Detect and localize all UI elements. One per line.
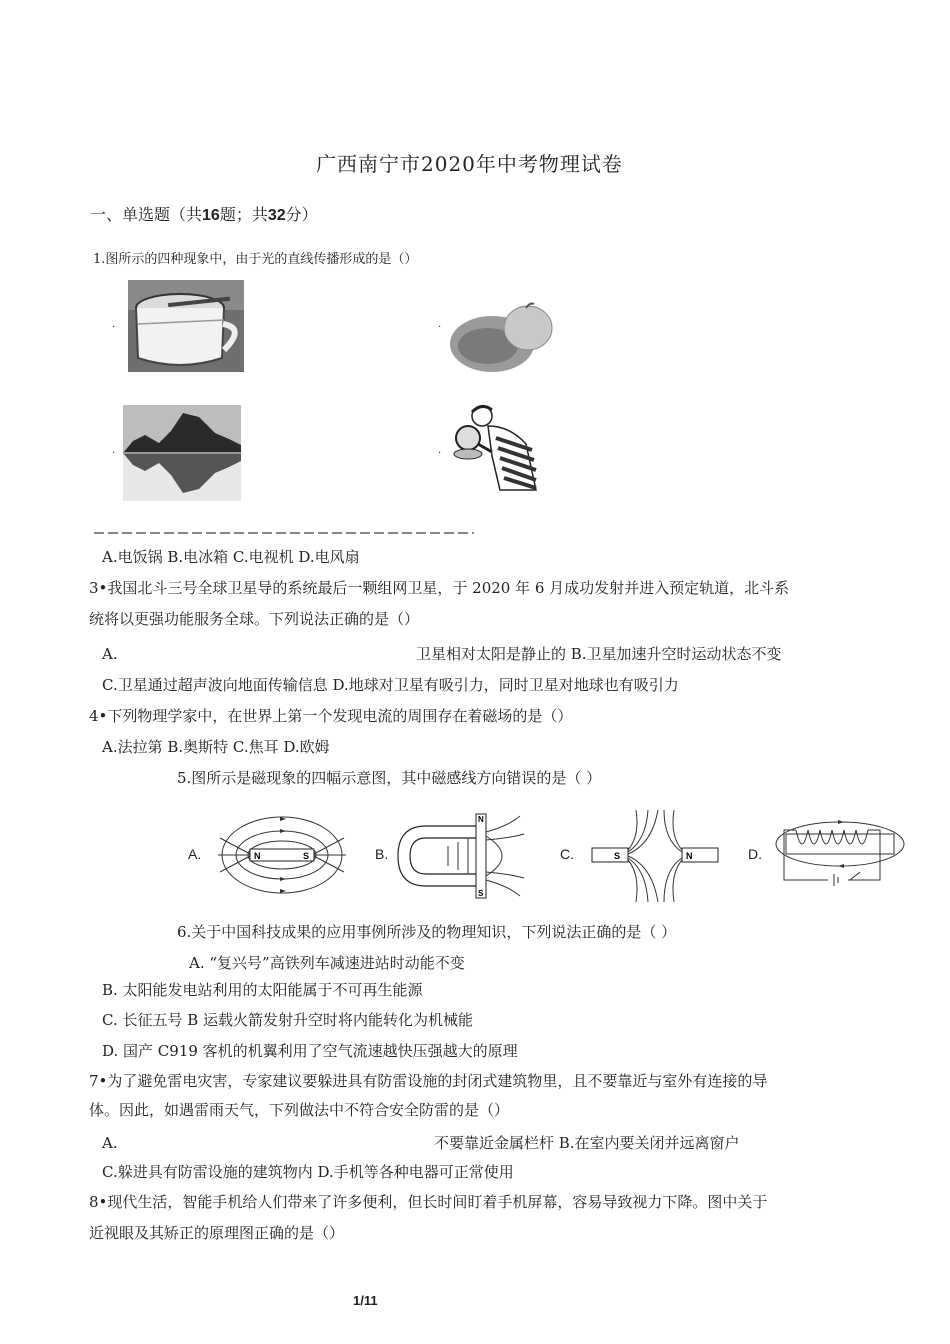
q1-bullet-b: · xyxy=(438,322,442,333)
rock-reflection-image xyxy=(123,405,241,501)
q7-line2: 体。因此，如遇雷雨天气，下列做法中不符合安全防雷的是（） xyxy=(89,1101,510,1119)
two-s-poles-diagram xyxy=(590,806,720,906)
section-heading xyxy=(90,202,318,225)
q2-stem-clipped xyxy=(94,531,474,535)
q7-options-ab: 不要靠近金属栏杆 B.在室内要关闭并远离窗户 xyxy=(434,1134,740,1152)
q5-label-b: B. xyxy=(375,846,389,862)
q4-options: A.法拉第 B.奥斯特 C.焦耳 D.欧姆 xyxy=(102,738,330,756)
q5-label-a: A. xyxy=(188,846,202,862)
q2-options: A.电饭锅 B.电冰箱 C.电视机 D.电风扇 xyxy=(102,548,360,566)
q6-option-b: B. 太阳能发电站利用的太阳能属于不可再生能源 xyxy=(102,981,423,999)
section-prefix: 一、单选题（共 xyxy=(90,205,203,224)
q4-stem: 4•下列物理学家中，在世界上第一个发现电流的周围存在着磁场的是（） xyxy=(89,707,573,725)
q6-stem: 6.关于中国科技成果的应用事例所涉及的物理知识，下列说法正确的是（ ） xyxy=(177,923,677,941)
section-mid: 题；共 xyxy=(219,205,268,224)
q8-line1: 8•现代生活，智能手机给人们带来了许多便利，但长时间盯着手机屏幕，容易导致视力下降。图中关于 xyxy=(89,1193,768,1211)
bar-magnet-field-diagram xyxy=(214,808,350,902)
page-number: 1/11 xyxy=(353,1293,378,1308)
pole-s-b: S xyxy=(478,889,484,898)
q1-bullet-a: · xyxy=(112,322,116,333)
q6-option-a: A. “复兴号”高铁列车减速进站时动能不变 xyxy=(189,954,465,972)
q7-line1: 7•为了避免雷电灾害，专家建议要躲进具有防雷设施的封闭式建筑物里，且不要靠近与室外有连接的导 xyxy=(89,1072,768,1090)
q5-label-c: C. xyxy=(560,846,574,862)
q7-option-a-label: A. xyxy=(102,1134,118,1152)
q3-line1: 3•我国北斗三号全球卫星导的系统最后一颗组网卫星，于 2020 年 6 月成功发射并进入预定轨道，北斗系 xyxy=(89,579,790,597)
solenoid-diagram xyxy=(774,808,908,900)
u-magnet-field-diagram xyxy=(398,806,528,906)
q3-line2: 统将以更强功能服务全球。下列说法正确的是（） xyxy=(89,610,420,628)
magnifier-boy-image xyxy=(448,404,546,494)
apple-shadow-image xyxy=(448,294,558,380)
q1-stem: 1.图所示的四种现象中，由于光的直线传播形成的是（） xyxy=(93,252,418,267)
section-score: 32 xyxy=(267,207,286,224)
pole-n-b: N xyxy=(478,815,484,824)
q5-stem: 5.图所示是磁现象的四幅示意图，其中磁感线方向错误的是（ ） xyxy=(177,769,602,787)
q7-options-cd: C.躲进具有防雷设施的建筑物内 D.手机等各种电器可正常使用 xyxy=(102,1163,514,1181)
q5-label-d: D. xyxy=(748,846,762,862)
q3-options-ab: 卫星相对太阳是静止的 B.卫星加速升空时运动状态不变 xyxy=(416,645,782,663)
q6-option-c: C. 长征五号 B 运载火箭发射升空时将内能转化为机械能 xyxy=(102,1011,474,1029)
pole-n-a: N xyxy=(254,851,261,861)
q6-option-d: D. 国产 C919 客机的机翼利用了空气流速越快压强越大的原理 xyxy=(102,1042,518,1060)
q3-option-a-label: A. xyxy=(102,645,118,663)
section-suffix: 分） xyxy=(285,205,318,224)
section-question-count: 16 xyxy=(202,207,220,224)
q8-line2: 近视眼及其矫正的原理图正确的是（） xyxy=(89,1224,345,1242)
page-title: 广西南宁市2020年中考物理试卷 xyxy=(316,152,623,176)
q3-options-cd: C.卫星通过超声波向地面传输信息 D.地球对卫星有吸引力，同时卫星对地球也有吸引力 xyxy=(102,676,679,694)
pole-s-c2: N xyxy=(686,851,693,861)
q1-bullet-c: · xyxy=(112,448,116,459)
cup-in-water-image xyxy=(128,280,244,372)
pole-s-a: S xyxy=(303,851,310,861)
pole-s-c1: S xyxy=(614,851,621,861)
q1-bullet-d: · xyxy=(438,448,442,459)
